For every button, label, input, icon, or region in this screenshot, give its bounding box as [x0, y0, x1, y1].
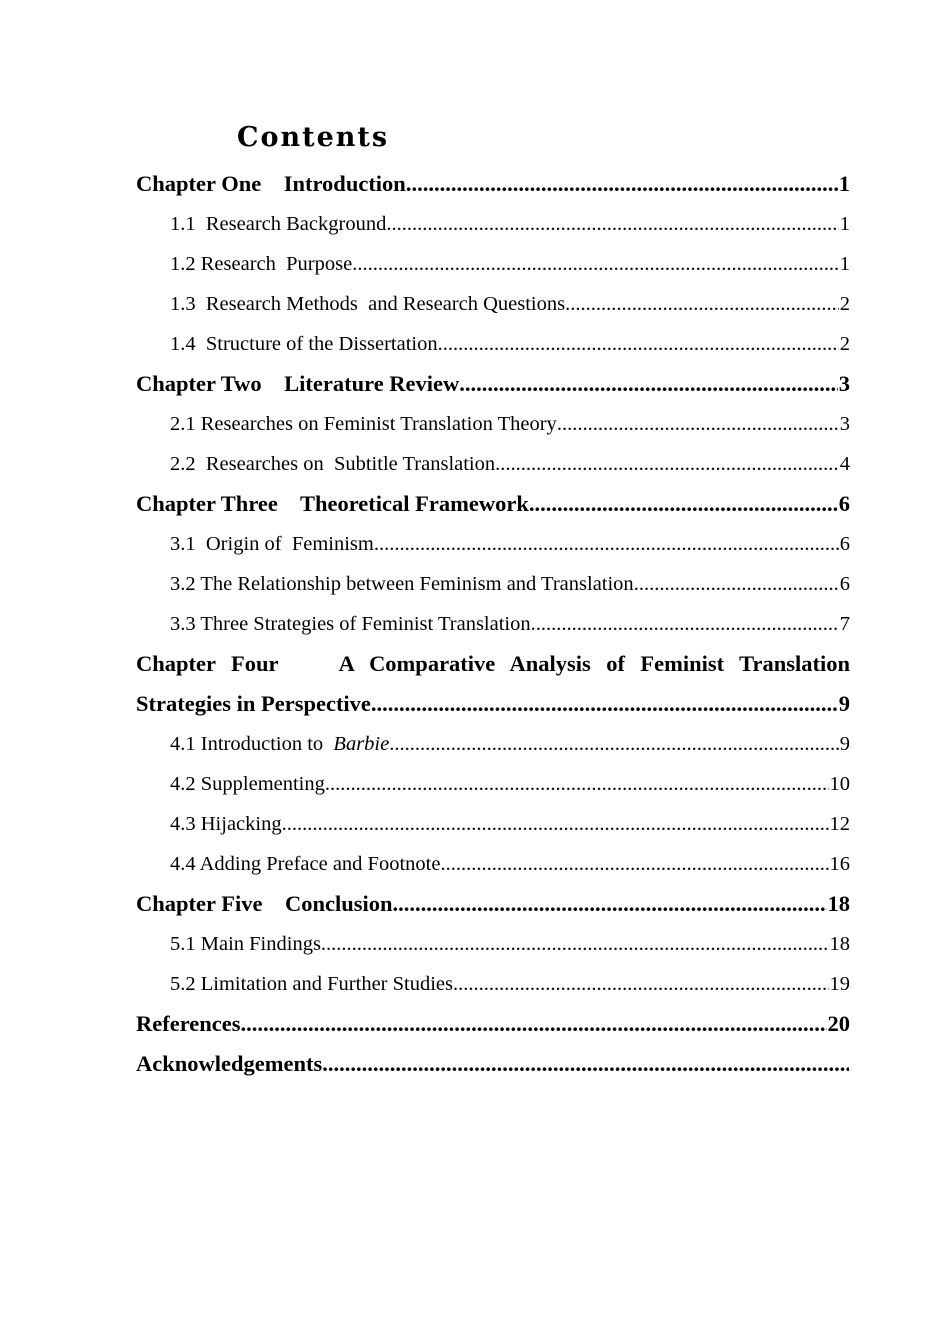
dot-leader: [352, 244, 839, 284]
toc-entry-label-prefix: 4.1 Introduction to: [170, 733, 334, 755]
toc-entry-label: 1.1 Research Background: [170, 213, 387, 235]
toc-entry-4-3[interactable]: [136, 804, 850, 844]
toc-entry-chapter-four-line2[interactable]: [136, 684, 850, 724]
toc-entry-5-1[interactable]: [136, 924, 850, 964]
toc-entry-2-2[interactable]: [136, 444, 850, 484]
toc-title: Contents: [237, 122, 390, 153]
dot-leader: [321, 924, 829, 964]
toc-entry-1-1[interactable]: [136, 204, 850, 244]
toc-entry-chapter-two[interactable]: [136, 364, 850, 404]
toc-page-number: 6: [839, 573, 850, 595]
dot-leader: [453, 964, 829, 1004]
toc-page-number: 2: [839, 293, 850, 315]
dot-leader: [529, 484, 838, 524]
dot-leader: [392, 884, 826, 924]
toc-page-number: 1: [839, 253, 850, 275]
toc-entry-label: 3.1 Origin of Feminism: [170, 533, 374, 555]
toc-entry-acknowledgements[interactable]: [136, 1044, 850, 1084]
toc-entry-label: 5.1 Main Findings: [170, 933, 321, 955]
toc-page-number: 18: [827, 891, 850, 916]
toc-entry-label: 5.2 Limitation and Further Studies: [170, 973, 453, 995]
toc-page-number: 19: [829, 973, 850, 995]
toc-entry-label: Chapter Five Conclusion: [136, 891, 393, 916]
dot-leader: [438, 324, 839, 364]
toc-page-number: 1: [838, 171, 850, 196]
toc-entry-label: 4.2 Supplementing: [170, 773, 325, 795]
toc-entry-chapter-three[interactable]: [136, 484, 850, 524]
toc-entry-label: 2.2 Researches on Subtitle Translation: [170, 453, 496, 475]
toc-entry-label: 1.4 Structure of the Dissertation: [170, 333, 438, 355]
toc-page-number: 16: [829, 853, 850, 875]
toc-entry-label: 2.1 Researches on Feminist Translation Theory: [170, 413, 557, 435]
toc-entry-1-2[interactable]: [136, 244, 850, 284]
toc-page-number: 6: [839, 533, 850, 555]
dot-leader: [386, 204, 838, 244]
toc-entry-3-3[interactable]: [136, 604, 850, 644]
toc-entry-label: 1.3 Research Methods and Research Questions: [170, 293, 566, 315]
toc-page-number: 3: [839, 413, 850, 435]
toc-page-number: 3: [838, 371, 850, 396]
toc-entry-label: Chapter Three Theoretical Framework: [136, 491, 529, 516]
dot-leader: [282, 804, 829, 844]
toc-page-number: 6: [838, 491, 850, 516]
toc-entry-label: References: [136, 1011, 241, 1036]
toc-entry-label: Strategies in Perspective: [136, 691, 371, 716]
toc-page-number: 9: [838, 691, 850, 716]
toc-entry-label: 4.4 Adding Preface and Footnote: [170, 853, 441, 875]
toc-entry-3-1[interactable]: [136, 524, 850, 564]
toc-entry-label: 4.3 Hijacking: [170, 813, 282, 835]
toc-entry-label-italic: Barbie: [333, 733, 390, 755]
toc-entry-label: Acknowledgements: [136, 1051, 323, 1076]
dot-leader: [459, 364, 837, 404]
toc-entry-chapter-one[interactable]: [136, 164, 850, 204]
dot-leader: [406, 164, 838, 204]
dot-leader: [565, 284, 839, 324]
toc-page-number: 20: [827, 1011, 850, 1036]
dot-leader: [440, 844, 828, 884]
toc-entry-4-4[interactable]: [136, 844, 850, 884]
toc-page-number: 12: [829, 813, 850, 835]
toc-entry-label: Chapter Four A Comparative Analysis of Feminist Translation: [136, 651, 850, 676]
toc-entry-1-3[interactable]: [136, 284, 850, 324]
toc-page-number: 18: [829, 933, 850, 955]
dot-leader: [495, 444, 839, 484]
toc-entry-label: [170, 724, 389, 764]
dot-leader: [531, 604, 839, 644]
toc-entry-chapter-four-line1[interactable]: [136, 644, 850, 684]
toc-entry-label: 1.2 Research Purpose: [170, 253, 353, 275]
toc-entry-references[interactable]: [136, 1004, 850, 1044]
toc-entry-label: Chapter One Introduction: [136, 171, 406, 196]
toc-entry-label: 3.2 The Relationship between Feminism and Translation: [170, 573, 634, 595]
toc-entry-4-1[interactable]: [136, 724, 850, 764]
dot-leader: [634, 564, 839, 604]
toc-entry-1-4[interactable]: [136, 324, 850, 364]
toc-page-number: 10: [829, 773, 850, 795]
toc-entry-3-2[interactable]: [136, 564, 850, 604]
toc-page-number: 9: [839, 733, 850, 755]
toc-entry-label: 3.3 Three Strategies of Feminist Translation: [170, 613, 531, 635]
toc-entry-4-2[interactable]: [136, 764, 850, 804]
toc-entry-chapter-five[interactable]: [136, 884, 850, 924]
dot-leader: [241, 1004, 827, 1044]
dot-leader: [557, 404, 839, 444]
toc-page-number: 4: [839, 453, 850, 475]
dot-leader: [374, 524, 839, 564]
dot-leader: [322, 1044, 849, 1084]
dot-leader: [389, 724, 839, 764]
dot-leader: [371, 684, 838, 724]
dot-leader: [325, 764, 829, 804]
toc-page-number: 7: [839, 613, 850, 635]
toc-entry-label: Chapter Two Literature Review: [136, 371, 460, 396]
toc-page-number: 2: [839, 333, 850, 355]
toc-entry-2-1[interactable]: [136, 404, 850, 444]
toc-list: [136, 164, 850, 1084]
toc-entry-5-2[interactable]: [136, 964, 850, 1004]
toc-page-number: 1: [839, 213, 850, 235]
